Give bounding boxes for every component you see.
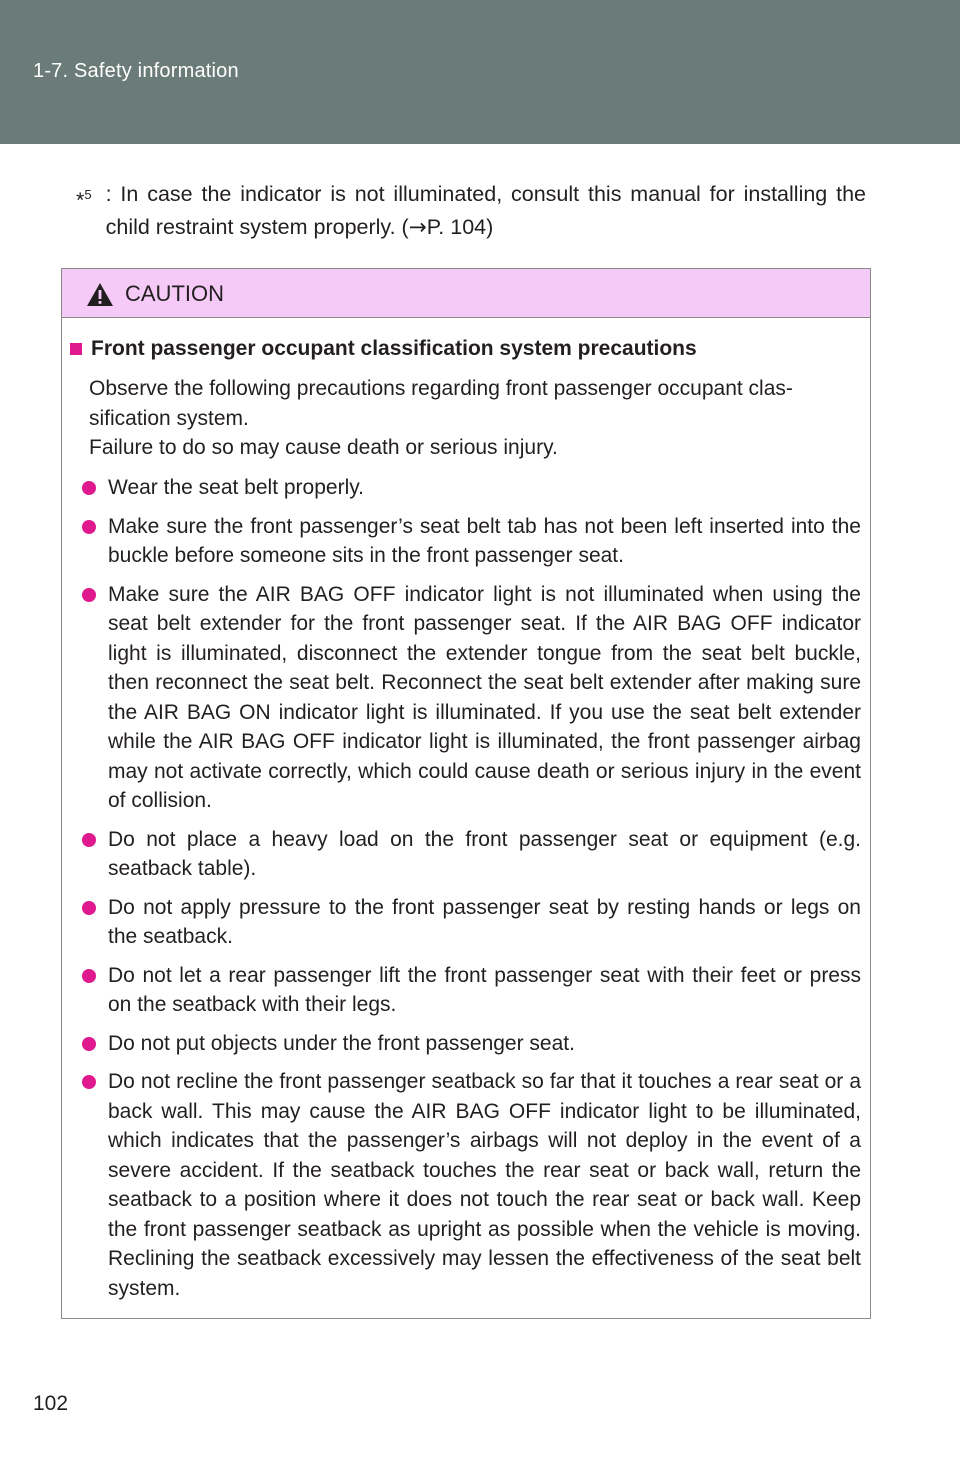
- footnote-mark: *$^5$: [76, 187, 92, 212]
- bullet-dot-icon: [82, 588, 96, 602]
- precaution-item: Do not apply pressure to the front passenger seat by resting hands or legs on the seatback.: [79, 893, 861, 952]
- warning-triangle-icon: [86, 282, 114, 307]
- precaution-item: Wear the seat belt properly.: [79, 473, 861, 503]
- intro-line: sification system.: [89, 406, 249, 430]
- page-reference-link[interactable]: P. 104): [426, 215, 494, 239]
- bullet-dot-icon: [82, 901, 96, 915]
- section-title-header: 1-7. Safety information: [33, 60, 239, 82]
- page-header: [0, 0, 960, 144]
- precaution-list: [79, 473, 861, 1312]
- precaution-item: Do not place a heavy load on the front passenger seat or equipment (e.g. seatback table).: [79, 825, 861, 884]
- bullet-dot-icon: [82, 1037, 96, 1051]
- bullet-dot-icon: [82, 1075, 96, 1089]
- caution-label: CAUTION: [125, 281, 224, 306]
- bullet-dot-icon: [82, 481, 96, 495]
- caution-box: [61, 268, 871, 1319]
- bullet-dot-icon: [82, 833, 96, 847]
- caution-intro: [89, 374, 861, 463]
- precaution-item: Do not let a rear passenger lift the front passenger seat with their feet or press on the seatback with their legs.: [79, 961, 861, 1020]
- intro-line: Failure to do so may cause death or serious injury.: [89, 436, 558, 459]
- footnote: [76, 178, 866, 244]
- caution-section-heading: Front passenger occupant classification system precautions: [70, 337, 697, 361]
- bullet-dot-icon: [82, 969, 96, 983]
- arrow-icon: →: [408, 215, 427, 240]
- precaution-item: Do not recline the front passenger seatback so far that it touches a rear seat or a back wall. This may cause the AIR BAG OFF indicator light to be illuminated, which indicates that the passenger’s airbags will not deploy in the event of a severe accident. If the seatback touches the rear seat or back wall, return the seatback to a position where it does not touch the rear seat or back wall. Keep the front passenger seatback as upright as possible when the vehicle is moving. Reclining the seatback excessively may lessen the effectiveness of the seat belt system.: [79, 1067, 861, 1303]
- precaution-item: Do not put objects under the front passenger seat.: [79, 1029, 861, 1059]
- square-bullet-icon: [70, 343, 82, 355]
- footnote-text: : In case the indicator is not illuminated, consult this manual for installing the child restraint system properly. (→P. 104): [105, 182, 866, 240]
- page-number: 102: [33, 1392, 69, 1415]
- caution-header: [62, 269, 870, 318]
- bullet-dot-icon: [82, 520, 96, 534]
- precaution-item: Make sure the front passenger’s seat belt tab has not been left inserted into the buckle before someone sits in the front passenger seat.: [79, 512, 861, 571]
- intro-line: Observe the following precautions regarding front passenger occupant clas-: [89, 377, 793, 400]
- precaution-item: Make sure the AIR BAG OFF indicator light is not illuminated when using the seat belt extender for the front passenger seat. If the AIR BAG OFF indicator light is illuminated, disconnect the extender tongue from the seat belt buckle, then reconnect the seat belt. Reconnect the seat belt extender after making sure the AIR BAG ON indicator light is illuminated. If you use the seat belt extender while the AIR BAG OFF indicator light is illuminated, the front passenger airbag may not activate correctly, which could cause death or serious injury in the event of collision.: [79, 580, 861, 816]
